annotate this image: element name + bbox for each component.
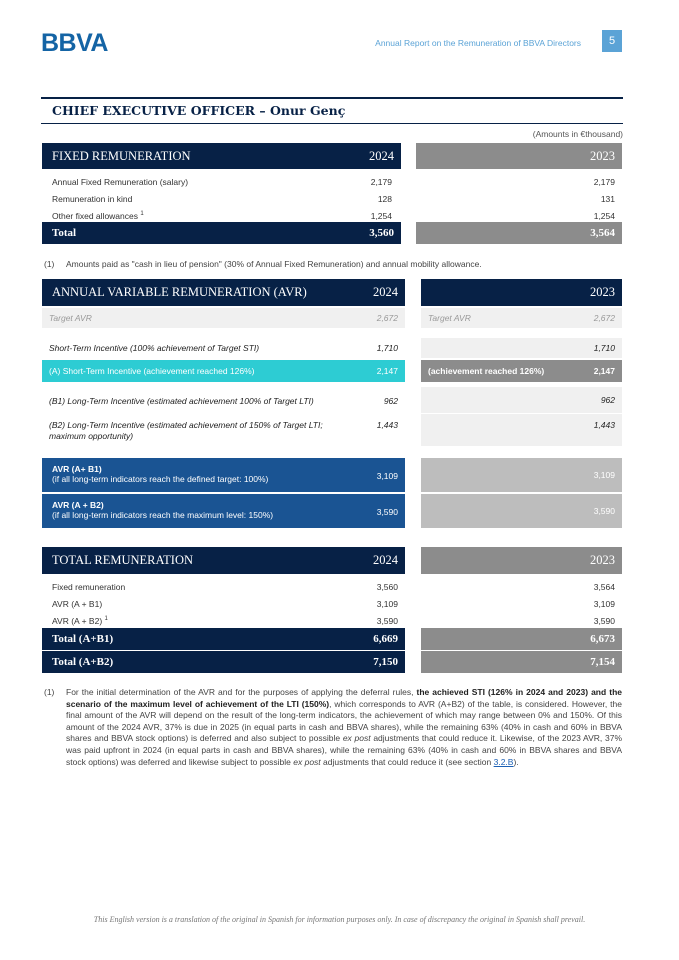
footnote2-number: (1) bbox=[44, 687, 55, 697]
tot1-2024: 6,669 bbox=[373, 633, 398, 645]
b1-2023: 962 bbox=[600, 395, 615, 405]
row-value-2024: 2,179 bbox=[370, 176, 392, 187]
avr-col-2024: 2024 bbox=[373, 285, 398, 299]
row-value-2023: 2,179 bbox=[593, 176, 615, 187]
row-value-2023: 3,590 bbox=[593, 615, 615, 626]
avr-header bbox=[42, 279, 405, 306]
a-label-2023: (achievement reached 126%) bbox=[428, 366, 545, 376]
row-value-2024: 3,560 bbox=[376, 581, 398, 592]
bbva-logo bbox=[41, 30, 119, 59]
a-row bbox=[42, 360, 405, 382]
footnote2-italic: ex post bbox=[342, 733, 371, 744]
fixed-header-2023 bbox=[416, 143, 622, 169]
footnote-marker: 1 bbox=[104, 615, 108, 622]
total-col-2024: 2024 bbox=[373, 553, 398, 567]
table-row bbox=[52, 580, 398, 593]
amounts-note: (Amounts in €thousand) bbox=[532, 129, 623, 139]
sti-label: Short-Term Incentive (100% achievement of Target STI) bbox=[49, 343, 260, 353]
target-2024: 2,672 bbox=[376, 313, 398, 323]
b2-2024: 1,443 bbox=[376, 420, 398, 430]
fixed-col-2024: 2024 bbox=[369, 148, 394, 163]
row-label: Fixed remuneration bbox=[52, 581, 126, 592]
row-value-2023: 3,564 bbox=[593, 581, 615, 592]
footnote-text: Amounts paid as "cash in lieu of pension" (30% of Annual Fixed Remuneration) and annual mobility allowance. bbox=[66, 259, 482, 269]
total-2023: 3,564 bbox=[590, 227, 615, 239]
footnote-marker: 1 bbox=[140, 210, 144, 217]
total-label: Total bbox=[52, 227, 77, 239]
table-row bbox=[52, 614, 398, 627]
table-row bbox=[52, 175, 392, 188]
avr1-row-2023 bbox=[421, 458, 622, 492]
footnote2-bold: the achieved STI (126% in 2024 and 2023) and the scenario of the maximum level of achievement of the LTI (150%) bbox=[66, 687, 622, 709]
row-value-2024: 1,254 bbox=[370, 210, 392, 221]
fixed-header bbox=[42, 143, 401, 169]
fixed-col-2023: 2023 bbox=[590, 148, 615, 163]
target-label-2023: Target AVR bbox=[428, 313, 471, 323]
b1-2024: 962 bbox=[383, 396, 398, 406]
sti-row-2023 bbox=[421, 338, 622, 358]
row-label: AVR (A + B1) bbox=[52, 598, 103, 609]
avr1-label: AVR (A+ B1) bbox=[52, 464, 102, 474]
fixed-total-row bbox=[42, 222, 401, 244]
row-value-2023: 1,254 bbox=[593, 210, 615, 221]
total-header-2023 bbox=[421, 547, 622, 574]
row-label: AVR (A + B2) bbox=[52, 615, 103, 626]
total-a-b2-row bbox=[42, 651, 405, 673]
row-value-2023: 3,109 bbox=[593, 598, 615, 609]
total-col-2023: 2023 bbox=[590, 553, 615, 567]
footnote2-italic: ex post bbox=[293, 756, 321, 767]
fixed-total-2023 bbox=[416, 222, 622, 244]
table-row-2023 bbox=[420, 192, 615, 205]
tot1-2023: 6,673 bbox=[590, 633, 615, 645]
a-row-2023 bbox=[421, 360, 622, 382]
footnote2-part: adjustments that could reduce it. Likewise, of the 2023 AVR, 37% was paid upfront in 2024 (in equal parts in cash and BBVA shares), while the remaining 63% (40% in cash and 60% in BBVA shares and BBVA stock options) was deferred and likewise subject to possible bbox=[66, 733, 622, 767]
table-row-2023 bbox=[420, 175, 615, 188]
footnote2-part: For the initial determination of the AVR and for the purposes of applying the deferral rules, bbox=[66, 687, 417, 697]
sti-2024: 1,710 bbox=[376, 343, 398, 353]
footnote2-part: ). bbox=[513, 756, 519, 767]
footnote2-part: adjustments that could reduce it (see section bbox=[320, 756, 494, 767]
tot2-2023: 7,154 bbox=[590, 656, 615, 668]
row-label: Remuneration in kind bbox=[52, 193, 133, 204]
total-a-b2-row-2023 bbox=[421, 651, 622, 673]
footnote2-text bbox=[66, 687, 622, 768]
sti-row bbox=[42, 338, 405, 358]
target-2023: 2,672 bbox=[593, 313, 615, 323]
avr-title: ANNUAL VARIABLE REMUNERATION (AVR) bbox=[52, 285, 307, 299]
b1-row-2023 bbox=[421, 387, 622, 413]
footnote2-part: , which corresponds to AVR (A+B2) of the table, is considered. However, the final amount of the AVR will depend on the result of the long-term indicators, the achievement of which may range between 0% and 150%. Of this amount of the 2024 AVR, 37% is due in 2025 (in equal parts in cash and BBVA shares), while the remaining 63% (40% in cash and 60% in BBVA shares and BBVA stock options) is deferred and also subject to possible bbox=[66, 698, 622, 744]
section-title: CHIEF EXECUTIVE OFFICER – Onur Genç bbox=[52, 103, 346, 118]
tot2-label: Total (A+B2) bbox=[52, 656, 114, 668]
avr1-2023: 3,109 bbox=[593, 470, 615, 480]
table-row bbox=[52, 192, 392, 205]
report-title: Annual Report on the Remuneration of BBVA Directors bbox=[375, 38, 581, 48]
b2-2023: 1,443 bbox=[593, 420, 615, 430]
fixed-title: FIXED REMUNERATION bbox=[52, 148, 191, 163]
avr1-sub: (if all long-term indicators reach the defined target: 100%) bbox=[52, 474, 269, 484]
disclaimer-footer: This English version is a translation of the original in Spanish for information purposes only. In case of discrepancy the original in Spanish shall prevail. bbox=[93, 915, 586, 924]
total-2024: 3,560 bbox=[369, 227, 394, 239]
tot1-label: Total (A+B1) bbox=[52, 633, 114, 645]
svg-text:BBVA: BBVA bbox=[41, 30, 108, 54]
row-value-2024: 3,590 bbox=[376, 615, 398, 626]
a-2023: 2,147 bbox=[593, 366, 615, 376]
table-row-2023 bbox=[420, 614, 615, 627]
table-row-2023 bbox=[420, 580, 615, 593]
footnote-number: (1) bbox=[44, 259, 55, 269]
row-value-2024: 128 bbox=[377, 193, 392, 204]
target-avr-row bbox=[42, 308, 405, 328]
avr2-2023: 3,590 bbox=[593, 506, 615, 516]
total-title: TOTAL REMUNERATION bbox=[52, 553, 194, 567]
avr-col-2023: 2023 bbox=[590, 285, 615, 299]
section-link[interactable]: 3.2.B bbox=[493, 756, 514, 767]
a-label: (A) Short-Term Incentive (achievement reached 126%) bbox=[49, 366, 255, 376]
page-number: 5 bbox=[602, 30, 622, 52]
avr2-2024: 3,590 bbox=[376, 507, 398, 517]
row-value-2023: 131 bbox=[600, 193, 615, 204]
table-row-2023 bbox=[420, 209, 615, 222]
b1-row bbox=[42, 391, 405, 411]
avr2-sub: (if all long-term indicators reach the maximum level: 150%) bbox=[52, 510, 274, 520]
total-header bbox=[42, 547, 405, 574]
avr-a-b2-row bbox=[42, 494, 405, 528]
avr-header-2023 bbox=[421, 279, 622, 306]
b1-label: (B1) Long-Term Incentive (estimated achievement 100% of Target LTI) bbox=[49, 396, 314, 406]
a-2024: 2,147 bbox=[376, 366, 398, 376]
avr2-row-2023 bbox=[421, 494, 622, 528]
b2-row-2023 bbox=[421, 414, 622, 446]
table-row-2023 bbox=[420, 597, 615, 610]
avr1-2024: 3,109 bbox=[376, 471, 398, 481]
target-label: Target AVR bbox=[49, 313, 92, 323]
tot2-2024: 7,150 bbox=[373, 656, 398, 668]
b2-label: (B2) Long-Term Incentive (estimated achievement of 150% of Target LTI; maximum opportunity) bbox=[49, 420, 323, 441]
sti-2023: 1,710 bbox=[593, 343, 615, 353]
table-row bbox=[52, 597, 398, 610]
total-a-b1-row bbox=[42, 628, 405, 650]
avr-a-b1-row bbox=[42, 458, 405, 492]
table-row bbox=[52, 209, 392, 222]
row-label: Annual Fixed Remuneration (salary) bbox=[52, 176, 189, 187]
row-label: Other fixed allowances bbox=[52, 210, 138, 221]
avr2-label: AVR (A + B2) bbox=[52, 500, 104, 510]
target-avr-row-2023 bbox=[421, 308, 622, 328]
total-a-b1-row-2023 bbox=[421, 628, 622, 650]
row-value-2024: 3,109 bbox=[376, 598, 398, 609]
